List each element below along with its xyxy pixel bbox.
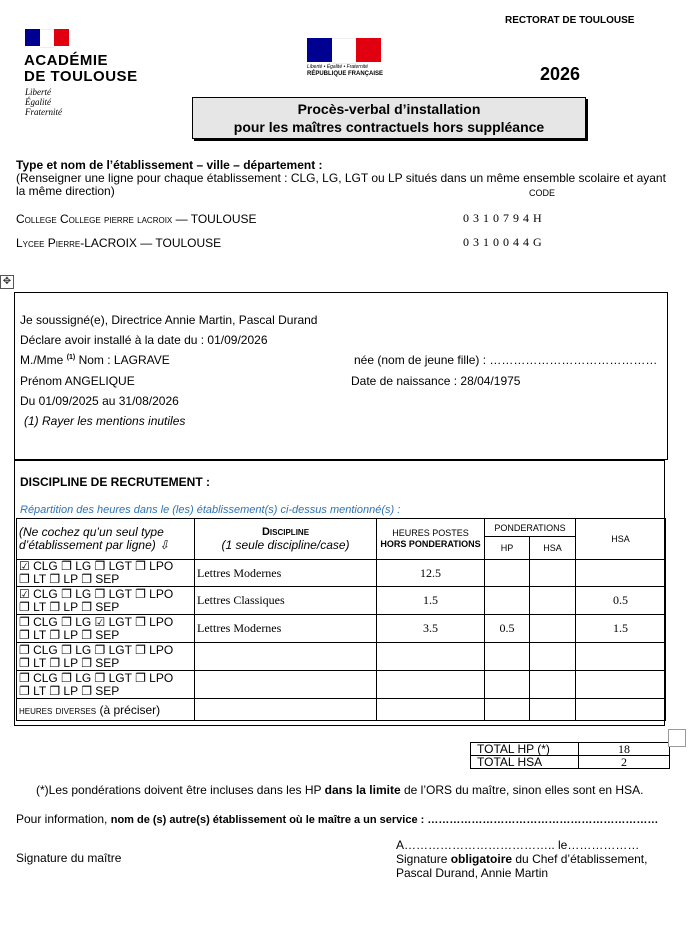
- table-row: [17, 560, 666, 587]
- hsa-cell[interactable]: [576, 643, 666, 671]
- col-hsa-pond-header: HSA: [530, 537, 576, 560]
- declaration-signer: Je soussigné(e), Directrice Annie Martin, Pascal Durand: [20, 313, 318, 327]
- rectorat-label: RECTORAT DE TOULOUSE: [505, 15, 635, 26]
- col-hsa-header: HSA: [576, 519, 666, 560]
- document-title: Procès-verbal d’installation pour les maîtres contractuels hors suppléance: [192, 97, 586, 139]
- signature-maitre-label: Signature du maître: [16, 851, 122, 865]
- academie-motto: Liberté Égalité Fraternité: [25, 87, 62, 117]
- heures-diverses-heures[interactable]: [377, 699, 485, 721]
- establishment-type-checkboxes[interactable]: ☑ CLG ❐ LG ❐ LGT ❐ LPO ❐ LT ❐ LP ❐ SEP: [17, 560, 195, 587]
- ponderations-note: (*)Les pondérations doivent être incluses dans les HP dans la limite de l’ORS du maître, sinon elles sont en HSA.: [36, 783, 644, 797]
- establishment-name: Lycee Pierre-LACROIX — TOULOUSE: [16, 236, 222, 250]
- discipline-cell[interactable]: [195, 671, 377, 699]
- establishment-type-checkboxes[interactable]: ☑ CLG ❐ LG ❐ LGT ❐ LPO ❐ LT ❐ LP ❐ SEP: [17, 587, 195, 615]
- establishment-code: 0310044G: [463, 235, 546, 249]
- col-heures-header: HEURES POSTES HORS PONDERATIONS: [377, 519, 485, 560]
- table-move-handle-icon[interactable]: ✥: [0, 275, 14, 289]
- heures-cell[interactable]: [377, 643, 485, 671]
- totals-table: [470, 742, 670, 769]
- hsa-cell[interactable]: [576, 671, 666, 699]
- hp-cell[interactable]: 0.5: [485, 615, 530, 643]
- heures-diverses-discipline[interactable]: [195, 699, 377, 721]
- discipline-cell[interactable]: Lettres Modernes: [195, 560, 377, 587]
- hp-cell[interactable]: [485, 560, 530, 587]
- heures-cell[interactable]: [377, 671, 485, 699]
- academie-name: ACADÉMIE DE TOULOUSE: [24, 52, 138, 85]
- establishment-heading: Type et nom de l’établissement – ville – département : (Renseigner une ligne pour chaque établissement : CLG, LG, LGT ou LP situés dans un même ensemble scolaire et ayant la même direction): [16, 158, 666, 198]
- republique-logo-flag: [307, 38, 381, 62]
- discipline-title: DISCIPLINE DE RECRUTEMENT :: [20, 475, 211, 489]
- discipline-cell[interactable]: Lettres Modernes: [195, 615, 377, 643]
- discipline-cell[interactable]: [195, 643, 377, 671]
- hsa-pond-cell[interactable]: [530, 671, 576, 699]
- page-corner-handle[interactable]: [668, 729, 686, 747]
- establishment-code: 0310794H: [463, 211, 546, 225]
- declaration-naissance: Date de naissance : 28/04/1975: [351, 374, 521, 388]
- year: 2026: [540, 64, 581, 84]
- hsa-cell[interactable]: 1.5: [576, 615, 666, 643]
- total-hp-row: [471, 743, 670, 756]
- establishment-type-checkboxes[interactable]: ❐ CLG ❐ LG ❐ LGT ❐ LPO ❐ LT ❐ LP ❐ SEP: [17, 643, 195, 671]
- republique-name: RÉPUBLIQUE FRANÇAISE: [307, 71, 384, 77]
- hsa-pond-cell[interactable]: [530, 615, 576, 643]
- hp-cell[interactable]: [485, 587, 530, 615]
- heures-diverses-hsa-pond[interactable]: [530, 699, 576, 721]
- hsa-cell[interactable]: [576, 560, 666, 587]
- discipline-cell[interactable]: Lettres Classiques: [195, 587, 377, 615]
- table-row: [17, 615, 666, 643]
- heures-diverses-label: heures diverses (à préciser): [17, 699, 195, 721]
- col-ponderations-header: PONDERATIONS: [485, 519, 576, 537]
- heures-cell[interactable]: 3.5: [377, 615, 485, 643]
- declaration-periode: Du 01/09/2025 au 31/08/2026: [20, 394, 179, 408]
- declaration-date: Déclare avoir installé à la date du : 01/09/2026: [20, 333, 268, 347]
- discipline-subtitle: Répartition des heures dans le (les) établissement(s) ci-dessus mentionné(s) :: [20, 504, 401, 516]
- establishment-type-checkboxes[interactable]: ❐ CLG ❐ LG ☑ LGT ❐ LPO ❐ LT ❐ LP ❐ SEP: [17, 615, 195, 643]
- hsa-cell[interactable]: 0.5: [576, 587, 666, 615]
- table-row: [17, 587, 666, 615]
- declaration-nee: née (nom de jeune fille) : ……………………………………: [354, 353, 658, 367]
- heures-cell[interactable]: 1.5: [377, 587, 485, 615]
- table-row: [17, 671, 666, 699]
- hsa-pond-cell[interactable]: [530, 560, 576, 587]
- total-hp-label: TOTAL HP (*): [471, 743, 579, 756]
- signature-chef-label: Signature obligatoire du Chef d’établissement,: [396, 852, 648, 866]
- signature-chef-block: [396, 838, 647, 880]
- academie-logo-flag: [25, 29, 69, 46]
- table-row: [17, 643, 666, 671]
- signature-place-date: A……………………………….. le………………: [396, 838, 640, 852]
- declaration-nom: M./Mme $^{(1)}$ Nom : LAGRAVE: [20, 353, 170, 367]
- col-hp-header: HP: [485, 537, 530, 560]
- total-hsa-label: TOTAL HSA: [471, 756, 579, 769]
- hp-cell[interactable]: [485, 671, 530, 699]
- other-establishment-info: Pour information, nom de (s) autre(s) établissement où le maître a un service : ………………………………………………………: [16, 812, 659, 826]
- declaration-note: (1) Rayer les mentions inutiles: [24, 414, 186, 428]
- republique-motto: Liberté • Égalité • Fraternité: [307, 64, 369, 70]
- establishment-name: College College pierre lacroix — TOULOUSE: [16, 212, 257, 226]
- signature-chef-names: Pascal Durand, Annie Martin: [396, 866, 549, 880]
- hsa-pond-cell[interactable]: [530, 643, 576, 671]
- heures-cell[interactable]: 12.5: [377, 560, 485, 587]
- col-type-header: (Ne cochez qu’un seul type d’établissement par ligne) ⇩: [17, 519, 195, 560]
- discipline-table: [16, 518, 666, 721]
- col-discipline-header: Discipline (1 seule discipline/case): [195, 519, 377, 560]
- hsa-pond-cell[interactable]: [530, 587, 576, 615]
- code-label: CODE: [529, 188, 556, 198]
- hp-cell[interactable]: [485, 643, 530, 671]
- total-hsa-value[interactable]: 2: [579, 756, 670, 769]
- establishment-type-checkboxes[interactable]: ❐ CLG ❐ LG ❐ LGT ❐ LPO ❐ LT ❐ LP ❐ SEP: [17, 671, 195, 699]
- declaration-prenom: Prénom ANGELIQUE: [20, 374, 135, 388]
- total-hp-value[interactable]: 18: [579, 743, 670, 756]
- total-hsa-row: [471, 756, 670, 769]
- heures-diverses-hp[interactable]: [485, 699, 530, 721]
- heures-diverses-hsa[interactable]: [576, 699, 666, 721]
- table-row-heures-diverses: [17, 699, 666, 721]
